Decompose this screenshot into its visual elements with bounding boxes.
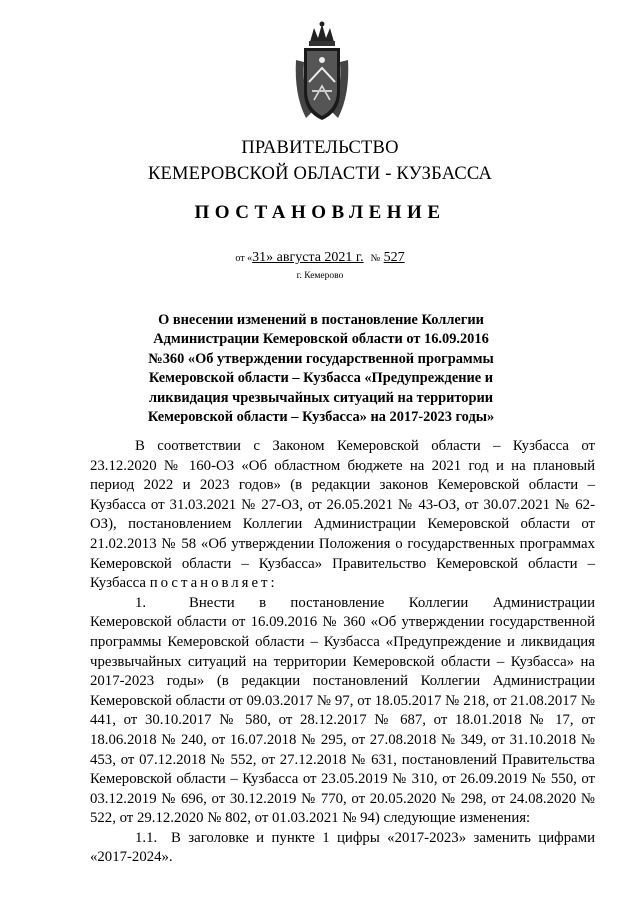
number-prefix: № [370,253,381,264]
date-prefix: от « [235,253,253,264]
document-heading [130,311,512,427]
paragraph-item-1-1 [90,829,595,868]
preamble-text: В соответствии с Законом Кемеровской области – Кузбасса от 23.12.2020 № 160-ОЗ «Об областном бюджете на 2021 год и на плановый период 2022 и 2023 годов» (в редакции законов Кемеровской области – Кузбасса от 31.03.2021 № 27-ОЗ, от 26.05.2021 № 43-ОЗ, от 30.07.2021 № 62-ОЗ), постановлением Коллегии Администрации Кемеровской области от 21.02.2013 № 58 «Об утверждении Положения о государственных программах Кемеровской области – Кузбасса» Правительство Кемеровской области – Кузбасса [90,438,595,592]
document-date-line [0,250,640,266]
document-city: г. Кемерово [296,271,344,281]
heading-line: №360 «Об утверждении государственной программы [148,350,494,367]
document-type-title: ПОСТАНОВЛЕНИЕ [194,202,446,223]
heading-line: Кемеровской области – Кузбасса» на 2017-2023 годы» [147,409,495,426]
item-text: Внести в постановление Коллегии Администрации Кемеровской области от 16.09.2016 № 360 «Об утверждении государственной программы Кемеровской области – Кузбасса «Предупреждение и ликвидация чрезвычайных ситуаций на территории Кемеровской области – Кузбасса» на 2017-2023 годы» (в редакции постановлений Коллегии Администрации Кемеровской области от 09.03.2017 № 97, от 18.05.2017 № 218, от 21.08.2017 № 441, от 30.10.2017 № 580, от 28.12.2017 № 687, от 18.01.2018 № 17, от 18.06.2018 № 240, от 16.07.2018 № 295, от 27.08.2018 № 349, от 31.10.2018 № 453, от 07.12.2018 № 552, от 27.12.2018 № 631, постановлений Правительства Кемеровской области – Кузбасса от 23.05.2019 № 310, от 26.09.2019 № 550, от 03.12.2019 № 696, от 30.12.2019 № 770, от 20.05.2020 № 298, от 24.08.2020 № 522, от 29.12.2020 № 802, от 01.03.2021 № 94) следующие изменения: [90,594,595,827]
coat-of-arms-icon [292,20,352,130]
government-name-line2: КЕМЕРОВСКОЙ ОБЛАСТИ - КУЗБАССА [147,164,493,184]
heading-line: ликвидация чрезвычайных ситуаций на территории [148,389,494,406]
document-body [90,437,595,868]
document-number: 527 [383,250,405,265]
heading-line: О внесении изменений в постановление Коллегии [158,312,484,328]
government-name-line1: ПРАВИТЕЛЬСТВО [241,138,399,158]
resolves-word: постановляет: [149,575,278,592]
item-text: В заголовке и пункте 1 цифры «2017-2023» заменить цифрами «2017-2024». [90,829,595,866]
paragraph-item-1 [90,594,595,829]
item-number: 1. [135,594,147,611]
date-day: 31 [252,250,267,265]
paragraph-preamble [90,437,595,594]
date-month-year: » августа 2021 г. [266,250,364,265]
item-number: 1.1. [135,829,158,846]
heading-line: Кемеровской области – Кузбасса «Предупреждение и [148,370,494,387]
heading-line: Администрации Кемеровской области от 16.09.2016 [153,331,489,348]
